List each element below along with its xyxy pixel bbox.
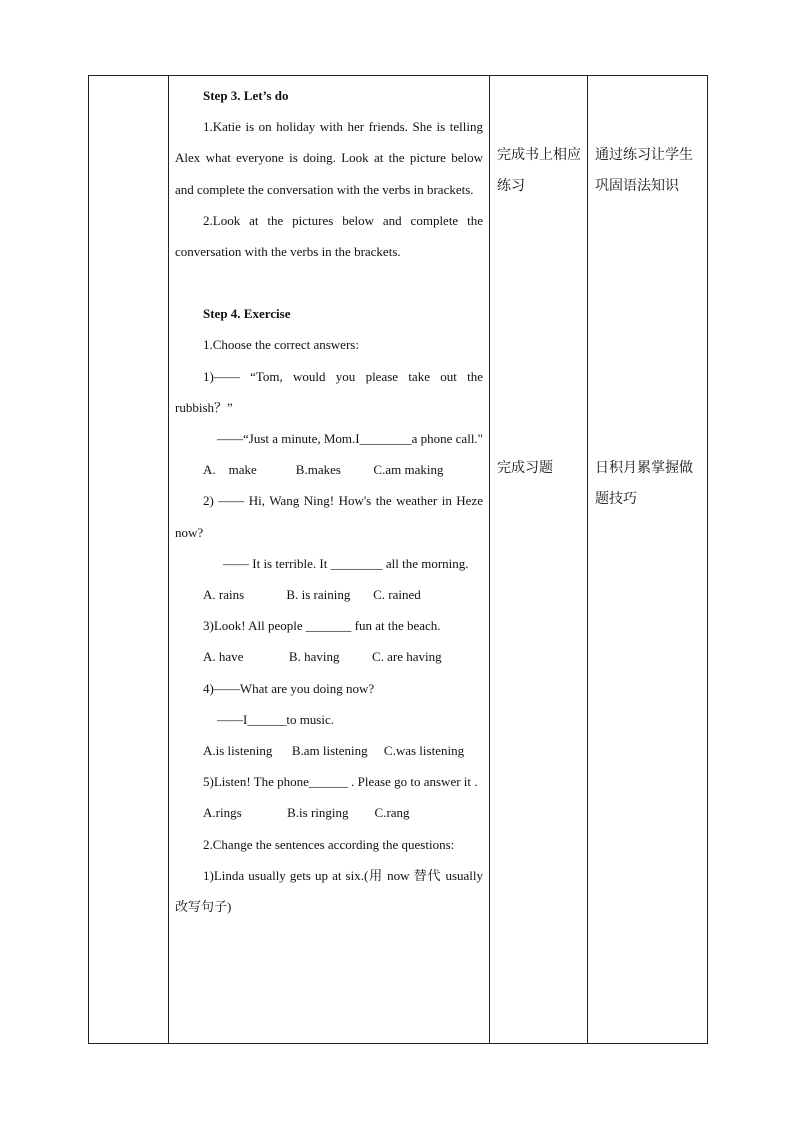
lesson-plan-table bbox=[88, 75, 708, 1044]
student-activity-cell bbox=[490, 76, 588, 1044]
exercise-intro: 1.Choose the correct answers: bbox=[203, 337, 359, 353]
question-4-options: A.is listening B.am listening C.was listening bbox=[203, 743, 465, 759]
stage-cell bbox=[89, 76, 169, 1044]
question-4-reply: ——I______to music. bbox=[217, 711, 334, 727]
question-2: 2) —— Hi, Wang Ning! How's the weather in Heze now? bbox=[175, 493, 483, 540]
exercise-part-2: 2.Change the sentences according the questions: bbox=[203, 836, 455, 852]
question-5: 5)Listen! The phone______ . Please go to answer it . bbox=[203, 774, 478, 790]
step4-heading: Step 4. Exercise bbox=[203, 306, 291, 322]
design-purpose-2: 日积月累掌握做题技巧 bbox=[595, 460, 693, 507]
student-activity-2: 完成习题 bbox=[497, 460, 553, 476]
design-purpose-1: 通过练习让学生巩固语法知识 bbox=[595, 147, 693, 194]
student-activity-1: 完成书上相应练习 bbox=[497, 147, 581, 194]
step3-task-2: 2.Look at the pictures below and complete the conversation with the verbs in the brackets. bbox=[175, 212, 483, 260]
question-1-options: A. make B.makes C.am making bbox=[203, 462, 444, 478]
question-1: 1)—— “Tom, would you please take out the rubbish？” bbox=[175, 368, 483, 415]
step3-heading: Step 3. Let’s do bbox=[203, 88, 289, 103]
teaching-content bbox=[169, 76, 489, 922]
question-3-options: A. have B. having C. are having bbox=[203, 649, 442, 665]
spacer bbox=[175, 267, 483, 298]
table-row bbox=[89, 76, 708, 1044]
question-4: 4)——What are you doing now? bbox=[203, 680, 375, 696]
teaching-content-cell bbox=[169, 76, 490, 1044]
design-purpose-cell bbox=[588, 76, 708, 1044]
question-1-reply: ——“Just a minute, Mom.I________a phone call." bbox=[217, 431, 483, 447]
question-2-options: A. rains B. is raining C. rained bbox=[203, 587, 421, 603]
step3-task-1: 1.Katie is on holiday with her friends. She is telling Alex what everyone is doing. Look at the picture below and complete the conversation with the verbs in brackets. bbox=[175, 119, 483, 197]
question-3: 3)Look! All people _______ fun at the beach. bbox=[203, 618, 441, 634]
question-2-reply: —— It is terrible. It ________ all the morning. bbox=[223, 555, 469, 571]
question-5-options: A.rings B.is ringing C.rang bbox=[203, 805, 410, 821]
rewrite-sentence-1: 1)Linda usually gets up at six.(用 now 替代 usually 改写句子) bbox=[175, 867, 483, 915]
